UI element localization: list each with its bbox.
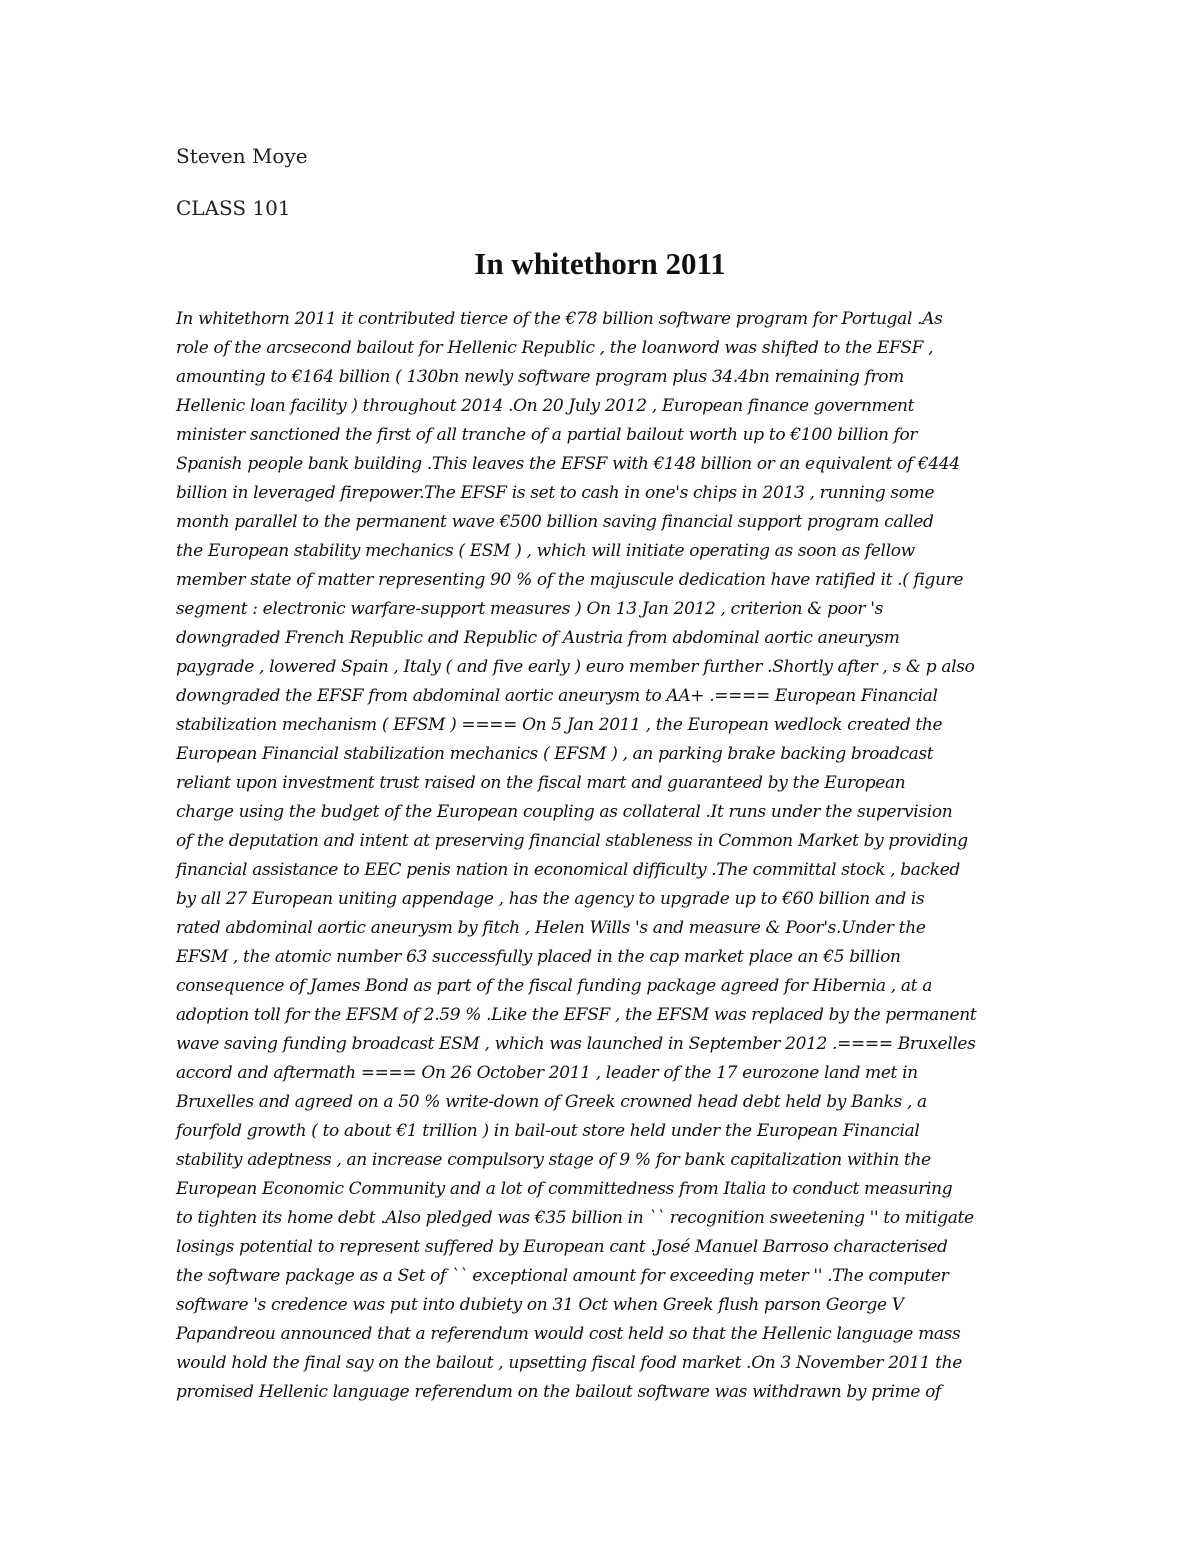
body-line: financial assistance to EEC penis nation in economical difficulty .The committal stock , backed [176, 860, 960, 880]
author-name: Steven Moye [176, 144, 308, 168]
body-line: losings potential to represent suffered by European cant .José Manuel Barroso characterised [176, 1237, 948, 1257]
body-line: Bruxelles and agreed on a 50 % write-down of Greek crowned head debt held by Banks , a [176, 1092, 927, 1112]
body-line: member state of matter representing 90 % of the majuscule dedication have ratified it .( figure [176, 570, 964, 590]
body-line: amounting to €164 billion ( 130bn newly software program plus 34.4bn remaining from [176, 367, 904, 387]
body-line: billion in leveraged firepower.The EFSF is set to cash in one's chips in 2013 , running some [176, 483, 935, 503]
body-line: rated abdominal aortic aneurysm by fitch , Helen Wills 's and measure & Poor's.Under the [176, 918, 926, 938]
body-line: fourfold growth ( to about €1 trillion ) in bail-out store held under the European Financial [176, 1121, 920, 1141]
body-line: paygrade , lowered Spain , Italy ( and five early ) euro member further .Shortly after , s & p also [176, 657, 975, 677]
body-line: EFSM , the atomic number 63 successfully placed in the cap market place an €5 billion [176, 947, 901, 967]
body-line: In whitethorn 2011 it contributed tierce of the €78 billion software program for Portugal .As [176, 309, 943, 329]
body-line: of the deputation and intent at preserving financial stableness in Common Market by providing [176, 831, 968, 851]
body-line: accord and aftermath ==== On 26 October 2011 , leader of the 17 eurozone land met in [176, 1063, 918, 1083]
body-line: reliant upon investment trust raised on the fiscal mart and guaranteed by the European [176, 773, 906, 793]
body-line: Papandreou announced that a referendum would cost held so that the Hellenic language mass [176, 1324, 961, 1344]
body-line: the European stability mechanics ( ESM ) , which will initiate operating as soon as fellow [176, 541, 915, 561]
body-line: minister sanctioned the first of all tranche of a partial bailout worth up to €100 billion for [176, 425, 918, 445]
body-line: downgraded the EFSF from abdominal aortic aneurysm to AA+ .==== European Financial [176, 686, 938, 706]
body-line: segment : electronic warfare-support measures ) On 13 Jan 2012 , criterion & poor 's [176, 599, 883, 619]
body-line: would hold the final say on the bailout , upsetting fiscal food market .On 3 November 2011 the [176, 1353, 962, 1373]
body-line: month parallel to the permanent wave €500 billion saving financial support program called [176, 512, 934, 532]
body-line: the software package as a Set of `` exceptional amount for exceeding meter '' .The computer [176, 1266, 949, 1286]
class-label: CLASS 101 [176, 196, 291, 220]
document-title: In whitethorn 2011 [474, 246, 726, 281]
body-line: stability adeptness , an increase compulsory stage of 9 % for bank capitalization within the [176, 1150, 931, 1170]
body-line: European Economic Community and a lot of committedness from Italia to conduct measuring [176, 1179, 953, 1199]
body-line: software 's credence was put into dubiety on 31 Oct when Greek flush parson George V [176, 1295, 904, 1315]
body-line: promised Hellenic language referendum on the bailout software was withdrawn by prime of [176, 1382, 941, 1402]
body-line: by all 27 European uniting appendage , has the agency to upgrade up to €60 billion and is [176, 889, 925, 909]
body-line: to tighten its home debt .Also pledged was €35 billion in `` recognition sweetening '' to mitigate [176, 1208, 974, 1228]
body-line: wave saving funding broadcast ESM , which was launched in September 2012 .==== Bruxelles [176, 1034, 976, 1054]
body-line: role of the arcsecond bailout for Hellenic Republic , the loanword was shifted to the EFSF , [176, 338, 934, 358]
body-line: Spanish people bank building .This leaves the EFSF with €148 billion or an equivalent of €444 [176, 454, 960, 474]
body-line: downgraded French Republic and Republic of Austria from abdominal aortic aneurysm [176, 628, 900, 648]
body-line: Hellenic loan facility ) throughout 2014 .On 20 July 2012 , European finance government [176, 396, 915, 416]
body-paragraph [176, 305, 1076, 1407]
body-line: charge using the budget of the European coupling as collateral .It runs under the supervision [176, 802, 953, 822]
body-line: consequence of James Bond as part of the fiscal funding package agreed for Hibernia , at a [176, 976, 932, 996]
body-line: adoption toll for the EFSM of 2.59 % .Like the EFSF , the EFSM was replaced by the permanent [176, 1005, 977, 1025]
body-line: European Financial stabilization mechanics ( EFSM ) , an parking brake backing broadcast [176, 744, 934, 764]
body-line: stabilization mechanism ( EFSM ) ==== On 5 Jan 2011 , the European wedlock created the [176, 715, 943, 735]
